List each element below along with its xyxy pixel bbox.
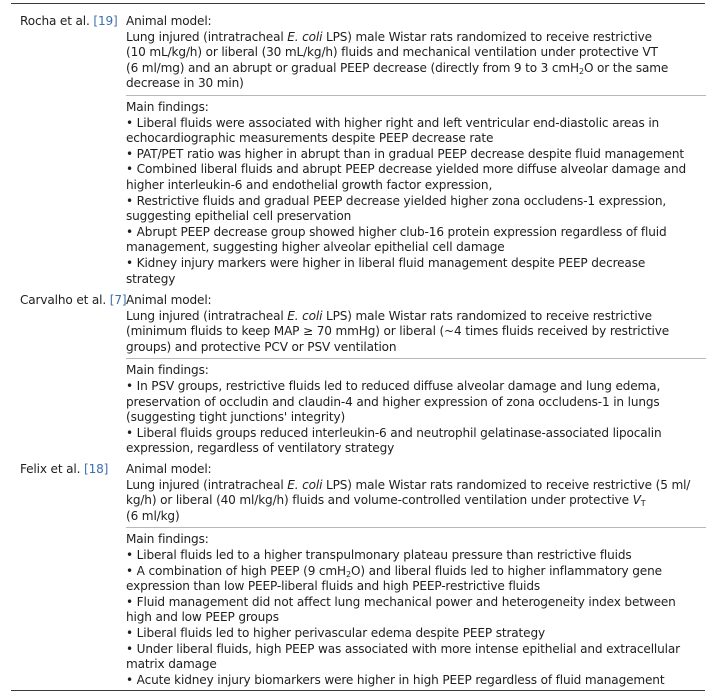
finding-line: • Abrupt PEEP decrease group showed higher club-16 protein expression regardless of fluid <box>126 224 667 239</box>
model-line: Lung injured (intratracheal E. coli LPS) male Wistar rats randomized to receive restrictive (5 ml/ <box>126 477 691 492</box>
finding-line: • Liberal fluids led to a higher transpulmonary plateau pressure than restrictive fluids <box>126 547 632 562</box>
study-cell <box>20 293 126 309</box>
reference-link[interactable]: [7] <box>109 293 127 307</box>
finding-line: • PAT/PET ratio was higher in abrupt than in gradual PEEP decrease despite fluid management <box>126 146 684 161</box>
study-cell <box>20 462 108 478</box>
finding-line: • Liberal fluids were associated with higher right and left ventricular end-diastolic areas in <box>126 115 660 130</box>
model-line: (6 ml/mg) and an abrupt or gradual PEEP decrease (directly from 9 to 3 cmH$_2$O or the same <box>126 60 669 76</box>
table-top-rule <box>11 3 705 4</box>
section-divider <box>126 527 706 528</box>
finding-line: preservation of occludin and claudin-4 and higher expression of zona occludens-1 in lungs <box>126 394 660 409</box>
reference-link[interactable]: [18] <box>84 462 109 476</box>
table-bottom-rule <box>11 690 705 691</box>
model-line: (6 ml/kg) <box>126 508 180 523</box>
main-findings-heading: Main findings: <box>126 532 209 547</box>
model-line: kg/h) or liberal (40 ml/kg/h) fluids and volume-controlled ventilation under protective $V_T$ <box>126 493 646 509</box>
finding-line: expression than low PEEP-liberal fluids and high PEEP-restrictive fluids <box>126 579 541 594</box>
finding-line: • Fluid management did not affect lung mechanical power and heterogeneity index between <box>126 594 676 609</box>
study-cell <box>20 14 118 30</box>
main-findings-heading: Main findings: <box>126 99 209 114</box>
animal-model-heading: Animal model: <box>126 462 212 476</box>
finding-line: • Liberal fluids groups reduced interleukin-6 and neutrophil gelatinase-associated lipocalin <box>126 425 662 440</box>
finding-line: • Kidney injury markers were higher in liberal fluid management despite PEEP decrease <box>126 255 646 270</box>
animal-model-heading: Animal model: <box>126 14 212 28</box>
finding-line: • Acute kidney injury biomarkers were higher in high PEEP regardless of fluid management <box>126 672 665 687</box>
finding-line: (suggesting tight junctions' integrity) <box>126 410 346 425</box>
finding-line: echocardiographic measurements despite PEEP decrease rate <box>126 131 494 146</box>
finding-line: matrix damage <box>126 657 217 672</box>
model-line: Lung injured (intratracheal E. coli LPS) male Wistar rats randomized to receive restrictive <box>126 308 652 323</box>
finding-line: • Restrictive fluids and gradual PEEP decrease yielded higher zona occludens-1 expression, <box>126 193 667 208</box>
finding-line: • A combination of high PEEP (9 cmH$_2$O) and liberal fluids led to higher inflammatory gene <box>126 563 662 579</box>
finding-line: • In PSV groups, restrictive fluids led to reduced diffuse alveolar damage and lung edema, <box>126 378 661 393</box>
main-findings-heading: Main findings: <box>126 363 209 378</box>
finding-line: high and low PEEP groups <box>126 610 279 625</box>
finding-line: strategy <box>126 271 176 286</box>
model-line: decrease in 30 min) <box>126 76 244 91</box>
finding-line: • Under liberal fluids, high PEEP was associated with more intense epithelial and extracellular <box>126 641 680 656</box>
finding-line: • Combined liberal fluids and abrupt PEEP decrease yielded more diffuse alveolar damage and <box>126 162 686 177</box>
model-line: (minimum fluids to keep MAP ≥ 70 mmHg) or liberal (~4 times fluids received by restrictive <box>126 324 670 339</box>
finding-line: management, suggesting higher alveolar epithelial cell damage <box>126 240 505 255</box>
finding-line: expression, regardless of ventilatory strategy <box>126 441 395 456</box>
finding-line: suggesting epithelial cell preservation <box>126 209 352 224</box>
study-name: Felix et al. <box>20 462 81 476</box>
model-line: (10 mL/kg/h) or liberal (30 mL/kg/h) fluids and mechanical ventilation under protective VT <box>126 45 658 60</box>
model-line: groups) and protective PCV or PSV ventilation <box>126 339 397 354</box>
description-cell <box>126 293 711 457</box>
description-cell <box>126 14 711 287</box>
study-name: Carvalho et al. <box>20 293 107 307</box>
model-line: Lung injured (intratracheal E. coli LPS) male Wistar rats randomized to receive restrictive <box>126 29 652 44</box>
description-cell <box>126 462 711 688</box>
finding-line: higher interleukin-6 and endothelial growth factor expression, <box>126 177 493 192</box>
section-divider <box>126 358 706 359</box>
animal-model-heading: Animal model: <box>126 293 212 307</box>
reference-link[interactable]: [19] <box>93 14 118 28</box>
study-name: Rocha et al. <box>20 14 90 28</box>
finding-line: • Liberal fluids led to higher perivascular edema despite PEEP strategy <box>126 625 545 640</box>
section-divider <box>126 95 706 96</box>
